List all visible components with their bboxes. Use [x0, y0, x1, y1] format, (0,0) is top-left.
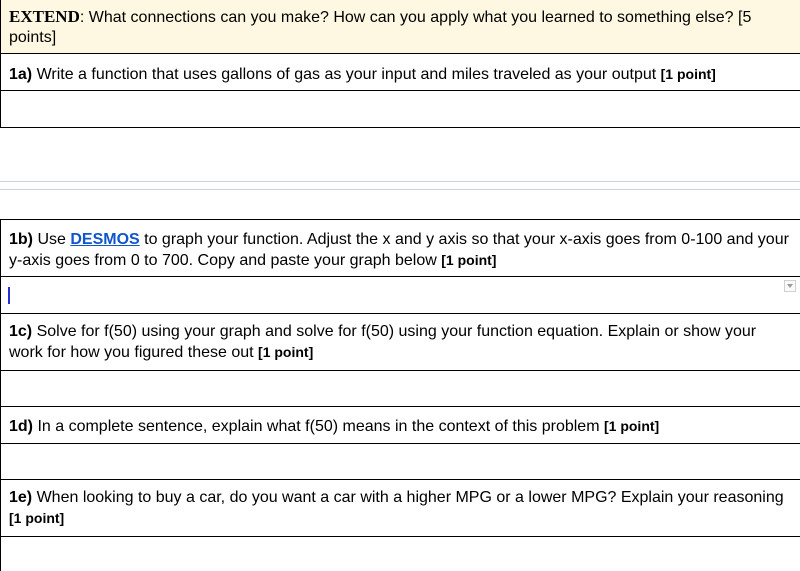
question-1b-points: [1 point]	[441, 252, 497, 268]
question-1b-text-before: Use	[33, 231, 71, 248]
question-1a-number: 1a)	[9, 66, 33, 83]
question-1a-block	[0, 53, 800, 128]
answer-1d-cell[interactable]	[0, 444, 800, 480]
question-1a-text: Write a function that uses gallons of gas as your input and miles traveled as your output	[32, 66, 661, 83]
question-1d-number: 1d)	[9, 418, 33, 435]
question-1e-cell	[0, 479, 800, 537]
question-1e-number: 1e)	[9, 489, 33, 506]
question-1c-cell	[0, 313, 800, 371]
question-1e-block	[0, 479, 800, 571]
extend-header-block	[0, 0, 800, 54]
question-1e-points: [1 point]	[9, 510, 65, 526]
question-1b-block	[0, 219, 800, 314]
question-1c-block	[0, 313, 800, 407]
question-1c-text: Solve for f(50) using your graph and solve for f(50) using your function equation. Explain or show your work for how you figured these out	[9, 323, 757, 361]
desmos-link[interactable]: DESMOS	[70, 231, 140, 248]
question-1c-points: [1 point]	[258, 344, 314, 360]
extend-text: : What connections can you make? How can you apply what you learned to something else? [5 points]	[9, 9, 752, 46]
question-1d-points: [1 point]	[603, 418, 660, 434]
answer-1e-cell[interactable]	[0, 537, 800, 571]
question-1c-number: 1c)	[9, 323, 33, 340]
section-separator	[0, 181, 800, 182]
section-separator	[0, 189, 800, 190]
question-1d-text: In a complete sentence, explain what f(50) means in the context of this problem	[33, 418, 604, 435]
question-1a-points: [1 point]	[660, 66, 716, 82]
question-1a-cell	[0, 53, 800, 91]
question-1b-cell	[0, 219, 800, 277]
extend-header-cell	[0, 0, 800, 54]
question-1b-text-after: to graph your function. Adjust the x and y axis so that your x-axis goes from 0-100 and your y-axis goes from 0 to 700. Copy and paste your graph below	[9, 231, 789, 269]
answer-1a-cell[interactable]	[0, 91, 800, 128]
question-1b-number: 1b)	[9, 231, 33, 248]
text-cursor	[8, 287, 10, 304]
cell-dropdown-icon[interactable]	[784, 280, 796, 292]
question-1d-block	[0, 406, 800, 480]
answer-1c-cell[interactable]	[0, 371, 800, 407]
question-1d-cell	[0, 406, 800, 444]
answer-1b-cell[interactable]	[0, 277, 800, 314]
question-1e-text: When looking to buy a car, do you want a car with a higher MPG or a lower MPG? Explain your reasoning	[32, 489, 784, 506]
extend-label: EXTEND	[9, 7, 80, 26]
